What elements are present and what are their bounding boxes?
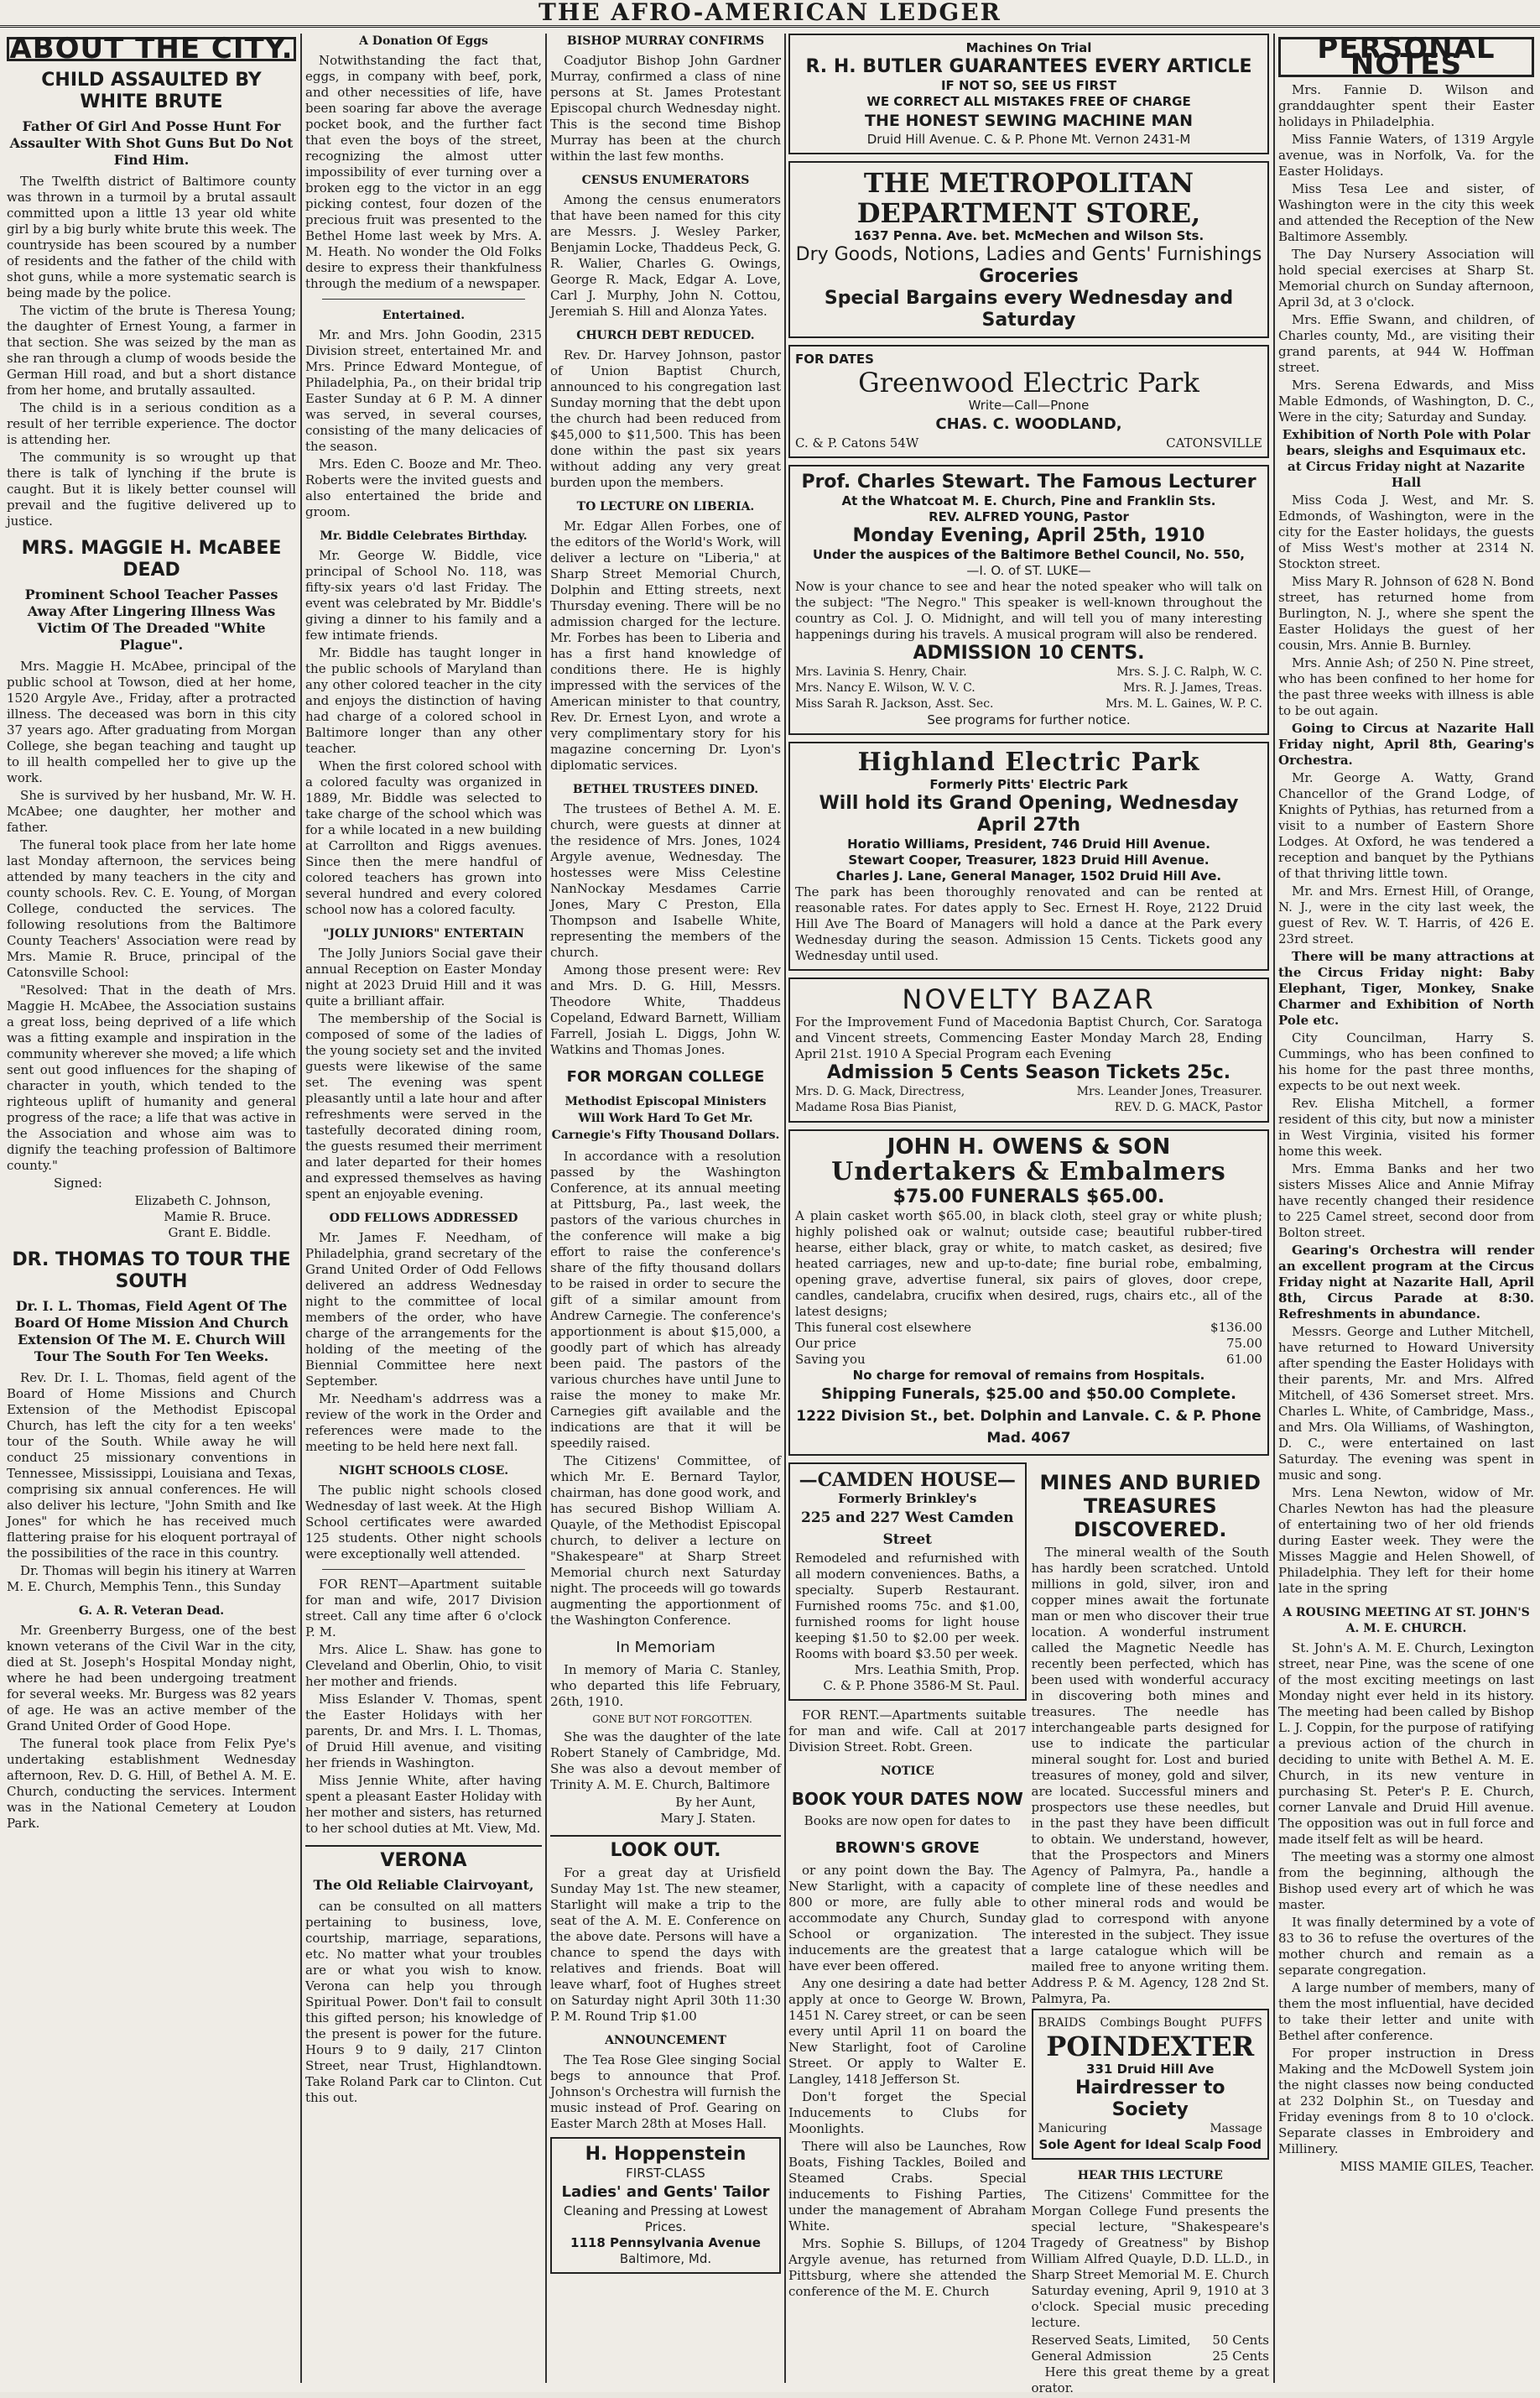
ad-line: Massage [1210,2122,1262,2135]
ad-hoppenstein [550,2137,781,2274]
headline-entertained: Entertained. [382,309,466,322]
paragraph: Miss Jennie White, after having spent a pleasant Easter Holiday with her mother and sisters, has returned to her school duties at Mt. View, Md. [305,1773,542,1836]
ad-stewart-lecture [788,465,1269,735]
subhead-morgan-college: Methodist Episcopal Ministers Will Work Hard To Get Mr. Carnegie's Fifty Thousand Dollars. [551,1095,780,1142]
ad-line: 25 Cents [1212,2348,1269,2364]
paragraph: There will be many attractions at the Circus Friday night: Baby Elephant, Tiger, Monkey, Snake Charmer and Exhibition of North Pole etc. [1278,949,1534,1028]
memoriam-signature [550,1795,781,1827]
ad-line: Write—Call—Pnone [968,398,1090,413]
ad-line: Madame Rosa Bias Pianist, [795,1101,957,1114]
ad-line: Formerly Pitts' Electric Park [929,777,1128,792]
ad-line: Groceries [979,266,1079,287]
divider [322,299,525,300]
ad-row [1038,2015,1263,2031]
paragraph: Mrs. Maggie H. McAbee, principal of the public school at Towson, died at her home, 1520 Argyle Ave., Friday, after a protracted illness. The deceased was born in this city 37 years ago. After graduating from Morgan College, she began teaching and taught up to ill health compelled her to give up the work. [7,659,296,785]
headline-mcabee-dead: MRS. MAGGIE H. McABEE DEAD [21,538,282,581]
paragraph: Mr. Needham's addrress was a review of the work in the Order and references were made to the meeting to be held here next fall. [305,1391,542,1454]
paragraph: Mr. Biddle has taught longer in the public schools of Maryland than any other colored teacher in the city and enjoys the distinction of having had charge of a colored school in Baltimore longer than any other teacher. [305,645,542,756]
headline-census: CENSUS ENUMERATORS [581,174,750,187]
paragraph: Mr. and Mrs. John Goodin, 2315 Division street, entertained Mr. and Mrs. Prince Edward Montegue, of Philadelphia, Pa., on their bridal trip Easter Sunday at 6 P. M. A dinner was served, in several courses, consisting of the many delicacies of the season. [305,327,542,454]
paragraph: The mineral wealth of the South has hardly been scratched. Untold millions in gold, silver, iron and copper mines await the fortunate man or men who discover their true location. A wonderful instrument called the Magnetic Needle has recently been perfected, which has been used with wonderful accuracy in discovering both mines and treasures. The needle has interchangeable parts designed for use to indicate the particular mineral sought for. Lost and buried treasures of money, gold and silver, are located. Successful miners and prospectors use these needles, but in the past they have been difficult to obtain. We understand, however, that the Prospectors and Miners Agency of Palmyra, Pa., handle a complete line of these needles and other mineral rods and would be glad to correspond with anyone interested in the subject. They issue a large catalogue which will be mailed free to anyone writing them. Address P. & M. Agency, 128 2nd St. Palmyra, Pa. [1031,1545,1269,2006]
ad-line: $75.00 FUNERALS $65.00. [892,1186,1165,1207]
signature: By her Aunt, [675,1795,756,1810]
ad-highland-park [788,742,1269,971]
headline-jolly-juniors: "JOLLY JUNIORS" ENTERTAIN [323,927,524,941]
ad-line: 1118 Pennsylvania Avenue [570,2235,761,2250]
ad-line: BRAIDS [1038,2016,1086,2030]
paragraph: "Resolved: That in the death of Mrs. Maggie H. McAbee, the Association sustains a great loss, being deprived of a life which was a fitting example and inspiration in the community wherever she moved; a life which sent out good influences for the shaping of character in youth, which tended to the righteous uplift of humanity and general progress of the race; a life that was active in the Association and whose aim was to dignify the teaching profession of Baltimore county." [7,983,296,1173]
ad-title: NOVELTY BAZAR [902,983,1156,1015]
paragraph: Coadjutor Bishop John Gardner Murray, confirmed a class of nine persons at St. James Protestant Episcopal church Wednesday night. This is the second time Bishop Murray has been at the church within the last few months. [550,53,781,164]
paragraph: The community is so wrought up that there is talk of lynching if the brute is caught. But it is likely better counsel will prevail and the fugitive delivered up to justice. [7,450,296,529]
column-rule [545,34,547,2383]
ad-line: Manicuring [1038,2122,1107,2135]
ad-line: Combings Bought [1100,2016,1207,2030]
ad-line: Admission 5 Cents Season Tickets 25c. [826,1062,1231,1083]
ad-line: Mrs. Leathia Smith, Prop. [854,1662,1020,1677]
ad-row [1038,2121,1263,2137]
paragraph: Gearing's Orchestra will render an excellent program at the Circus Friday night at Nazarite Hall, April 8th, Circus Parade at 8:30. Refreshments in abundance. [1278,1243,1534,1322]
headline-browns-grove: BROWN'S GROVE [835,1839,980,1857]
ad-line: Horatio Williams, President, 746 Druid Hill Avenue. [847,837,1210,852]
ad-row [795,665,1262,680]
paragraph: Rev. Dr. Harvey Johnson, pastor of Union Baptist Church, announced to his congregation last Sunday morning that the debt upon the church had been reduced from $45,000 to $11,500. This has been done within the past six years without adding any very great burden upon the members. [550,347,781,490]
paragraph: For a great day at Urisfield Sunday May 1st. The new steamer, Starlight will make a trip to the seat of the A. M. E. Conference on the above date. Persons will have a chance to spend the days with relatives and friends. Boat will leave wharf, foot of Hughes street on Saturday night April 30th 11:30 P. M. Round Trip $1.00 [550,1865,781,2024]
ad-body: Now is your chance to see and hear the noted speaker who will talk on the subject: "The Negro." This speaker is well-known throughout the country as Col. J. O. Midnight, and will tell you of many interesting happenings during his travels. A musical program will also be rendered. [795,579,1262,642]
headline-bethel-trustees: BETHEL TRUSTEES DINED. [572,783,759,796]
paragraph: The Twelfth district of Baltimore county was thrown in a turmoil by a brutal assault committed upon a little 13 year old white girl by a big burly white brute this week. The countryside has been scoured by a number of residents and the father of the child with shot guns, while a more systematic search is being made by the police. [7,174,296,300]
subhead-child-assaulted: Father Of Girl And Posse Hunt For Assaulter With Shot Guns But Do Not Find Him. [9,118,294,168]
paragraph: The Citizens' Committee, of which Mr. E. Bernard Taylor, chairman, has done good work, and has secured Bishop William A. Quayle, of the Methodist Episcopal church, to deliver a lecture on "Shakespeare" at Sharp Street Memorial church next Saturday night. The proceeds will go towards augmenting the apportionment of the Washington Conference. [550,1453,781,1628]
headline-announcement: ANNOUNCEMENT [605,2034,726,2047]
ad-owens-undertakers [788,1129,1269,1456]
paragraph: The funeral took place from her late home last Monday afternoon, the services being attended by many teachers in the city and county schools. Rev. C. E. Young, of Morgan College, conducted the services. The following resolutions from the Baltimore County Teachers' Association were read by Mrs. Mamie R. Bruce, principal of the Catonsville School: [7,837,296,980]
ads-left-sub [788,1462,1027,2398]
ad-line: Mrs. Nancy E. Wilson, W. V. C. [795,681,976,695]
ad-line: 225 and 227 West Camden Street [801,1509,1014,1548]
ad-row [795,696,1262,712]
paragraph: Here this great theme by a great orator. [1031,2364,1269,2395]
divider [322,1569,525,1570]
column-two [305,34,542,2387]
ad-row [795,435,1262,451]
ad-line: Mrs. D. G. Mack, Directress, [795,1085,965,1098]
paragraph: Mr. James F. Needham, of Philadelphia, grand secretary of the Grand United Order of Odd Fellows delivered an address Wednesday night to the committee of local members of the order, who have charge of the arrangements for the holding of the meeting of the Biennial Committee here next September. [305,1230,542,1389]
ad-line: Sole Agent for Ideal Scalp Food [1038,2137,1262,2152]
ad-line: General Admission [1031,2348,1152,2364]
signed-label: Signed: [54,1176,102,1191]
ad-title: Prof. Charles Stewart. The Famous Lecturer [801,472,1256,493]
paragraph: can be consulted on all matters pertaining to business, love, courtship, marriage, separations, etc. No matter what your troubles are or what you wish to know. Verona can help you through Spiritual Power. Don't fail to consult this gifted person; his knowledge of the present is power for the future. Hours 9 to 9 daily, 217 Clinton Street, near Trust, Highlandtown. Take Roland Park car to Clinton. Cut this out. [305,1899,542,2105]
headline-donation-of-eggs: A Donation Of Eggs [359,34,488,48]
price-row [1032,2348,1270,2364]
ad-line: Mrs. S. J. C. Ralph, W. C. [1116,665,1262,679]
ad-line: Under the auspices of the Baltimore Bethel Council, No. 550, [812,547,1246,562]
paragraph: Among those present were: Rev and Mrs. D. G. Hill, Messrs. Theodore White, Thaddeus Copeland, Edward Barnett, William Farrell, Josiah L. Diggs, John W. Watkins and Thomas Jones. [550,962,781,1057]
ad-line: Druid Hill Avenue. C. & P. Phone Mt. Vernon 2431-M [866,132,1191,147]
paragraph: Among the census enumerators that have been named for this city are Messrs. J. Wesley Parker, Benjamin Locke, Thaddeus Peck, G. R. Walier, Charles G. Owings, George R. Mack, Edgar A. Love, Carl J. Murphy, John N. Cottou, Jeremiah S. Hill and Alonza Yates. [550,192,781,319]
paragraph: It was finally determined by a vote of 83 to 36 to refuse the overtures of the mother church and remain as a separate congregation. [1278,1915,1534,1978]
ad-title: —CAMDEN HOUSE— [799,1469,1016,1491]
paragraph: Going to Circus at Nazarite Hall Friday night, April 8th, Gearing's Orchestra. [1278,721,1534,768]
ads-right-sub [1032,1462,1270,2398]
signature: Mamie R. Bruce. [164,1209,271,1224]
ad-novelty-bazar [788,977,1269,1123]
paragraph: Mrs. Effie Swann, and children, of Charles county, Md., are visiting their grand parents, at 944 W. Hoffman street. [1278,312,1534,375]
paragraph: Mrs. Eden C. Booze and Mr. Theo. Roberts were the invited guests and also entertained the bride and groom. [305,456,542,519]
headline-gar-veteran: G. A. R. Veteran Dead. [78,1604,225,1618]
paragraph: City Councilman, Harry S. Cummings, who has been confined to his home for the past three months, expects to be out next week. [1278,1030,1534,1093]
column-about-the-city [7,34,296,2387]
ad-line: FIRST-CLASS [626,2166,705,2181]
ad-line: At the Whatcoat M. E. Church, Pine and Franklin Sts. [841,493,1216,508]
paragraph: In accordance with a resolution passed by the Washington Conference, at its annual meeting at Pittsburg, Pa., last week, the pastors of the various churches in the conference will make a big effort to raise the conference's share of the fifty thousand dollars to be raised in order to secure the gift of a similar amount from Andrew Carnegie. The conference's apportionment is about $15,000, a goodly part of which has already been paid. The pastors of the various churches have until June to raise the money to make Mr. Carnegies gift available and the indications are that it will be speedily raised. [550,1149,781,1451]
paragraph: A large number of members, many of them the most influential, have decided to take their letter and unite with Bethel after conference. [1278,1980,1534,2043]
headline-biddle-birthday: Mr. Biddle Celebrates Birthday. [320,529,528,543]
paragraph: Mrs. Alice L. Shaw. has gone to Cleveland and Oberlin, Ohio, to visit her mother and friends. [305,1642,542,1689]
ad-line: REV. ALFRED YOUNG, Pastor [929,509,1129,524]
paragraph: Miss Tesa Lee and sister, of Washington were in the city this week and attended the Reception of the New Baltimore Assembly. [1278,181,1534,244]
paragraph: MISS MAMIE GILES, Teacher. [1340,2159,1534,2174]
column-personal-notes [1278,34,1534,2387]
paragraph: Don't forget the Special Inducements to Clubs for Moonlights. [788,2089,1027,2136]
paragraph: Notwithstanding the fact that, eggs, in company with beef, pork, and other necessities of life, have been soaring far above the average pocket book, and the further fact that even the boys of the street, recognizing the almost utter impossibility of ever turning over a broken egg to the victor in an egg picking contest, four dozen of the precious fruit was presented to the Bethel Home last week by Mrs. A. M. Heath. No wonder the Old Folks desire to express their thankfulness through the medium of a newspaper. [305,53,542,291]
ad-line: Charles J. Lane, General Manager, 1502 Druid Hill Ave. [835,868,1222,884]
notice-line: Books are now open for dates to [804,1813,1011,1828]
ad-line: 1222 Division St., bet. Dolphin and Lanvale. C. & P. Phone Mad. 4067 [796,1408,1262,1447]
ad-line: IF NOT SO, SEE US FIRST [940,78,1117,93]
paragraph: The Citizens' Committee for the Morgan College Fund presents the special lecture, "Shakespeare's Tragedy of Greatness" by Bishop William Alfred Quayle, D.D. LL.D., in Sharp Street Memorial M. E. Church Saturday evening, April 9, 1910 at 3 o'clock. Special music preceding lecture. [1031,2187,1269,2330]
paragraph: Mrs. Sophie S. Billups, of 1204 Argyle avenue, has returned from Pittsburg, where she attended the conference of the M. E. Church [788,2236,1027,2299]
headline-notice: NOTICE [880,1765,934,1778]
subhead-verona: The Old Reliable Clairvoyant, [313,1877,534,1893]
paragraph: Mrs. Lena Newton, widow of Mr. Charles Newton has had the pleasure of entertaining two of her old friends during Easter week. They were the Misses Maggie and Helen Showell, of Philadelphia. They left for their home late in the spring [1278,1485,1534,1596]
signature: Elizabeth C. Johnson, [134,1193,271,1208]
ad-greenwood [788,345,1269,458]
paragraph: Mr. Edgar Allen Forbes, one of the editors of the World's Work, will deliver a lecture on "Liberia," at Sharp Street Memorial Church, Dolphin and Etting streets, next Thursday evening. There will be no admission charged for the lecture. Mr. Forbes has been to Liberia and has a first hand knowledge of conditions there. He is highly impressed with the services of the American minister to that country, Rev. Dr. Ernest Lyon, and wrote a very complimentary story for his magazine concerning Dr. Lyon's diplomatic services. [550,519,781,773]
paragraph: Any one desiring a date had better apply at once to George W. Brown, 1451 N. Carey street, or can be seen every until April 11 on board the New Starlight, foot of Caroline Street. Or apply to Walter E. Langley, 1418 Jefferson St. [788,1976,1027,2087]
ad-line: Baltimore, Md. [619,2251,712,2266]
ad-line: THE HONEST SEWING MACHINE MAN [865,112,1193,130]
ad-row [795,680,1262,696]
paragraph: She is survived by her husband, Mr. W. H. McAbee; one daughter, her mother and father. [7,788,296,835]
paragraph: The child is in a serious condition as a result of her terrible experience. The doctor is attending her. [7,400,296,447]
ad-line: Reserved Seats, Limited, [1031,2333,1191,2348]
paragraph: The Jolly Juniors Social gave their annual Reception on Easter Monday night at 2023 Druid Hill and it was quite a brilliant affair. [305,946,542,1009]
ad-line: 61.00 [1226,1352,1262,1367]
paragraph: When the first colored school with a colored faculty was organized in 1889, Mr. Biddle was selected to take charge of the school which was for a while located in a new building at Carrollton and Riggs avenues. Since then the mere handful of colored teachers has grown into several hundred and every colored school now has a colored faculty. [305,758,542,917]
paragraph: The Day Nursery Association will hold special exercises at Sharp St. Memorial church on Sunday afternoon, April 3d, at 3 o'clock. [1278,247,1534,310]
ad-body: The park has been thoroughly renovated and can be rented at reasonable rates. For dates apply to Sec. Ernest H. Roye, 2122 Druid Hill Ave The Board of Managers will hold a dance at the Park every Wednesday during the season. Admission 15 Cents. Tickets good any Wednesday until used. [795,884,1262,963]
ad-line: See programs for further notice. [927,712,1131,727]
headline-odd-fellows: ODD FELLOWS ADDRESSED [329,1212,518,1225]
ad-line: Mrs. M. L. Gaines, W. P. C. [1106,697,1262,711]
headline-morgan-college: FOR MORGAN COLLEGE [566,1068,765,1086]
signature: Grant E. Biddle. [168,1225,271,1240]
ad-line: WE CORRECT ALL MISTAKES FREE OF CHARGE [866,94,1191,109]
paragraph: She was the daughter of the late Robert Stanely of Cambridge, Md. She was also a devout member of Trinity A. M. E. Church, Baltimore [550,1729,781,1792]
paragraph: The victim of the brute is Theresa Young; the daughter of Ernest Young, a farmer in that section. She was seized by the man as she ran through a clump of woods beside the German Hill road, and but a short distance from her home, and brutally assaulted. [7,303,296,398]
column-rule [300,34,302,2383]
ad-line: 50 Cents [1212,2333,1269,2348]
headline-hear-lecture: HEAR THIS LECTURE [1077,2169,1223,2182]
ad-line: $136.00 [1210,1320,1262,1335]
headline-church-debt: CHURCH DEBT REDUCED. [576,329,755,342]
paragraph: Mr. George W. Biddle, vice principal of School No. 118, was fifty-six years o'd last Friday. The event was celebrated by Mr. Biddle's giving a dinner to his family and a few intimate friends. [305,548,542,643]
ad-line: CATONSVILLE [1166,435,1262,451]
subhead-mcabee: Prominent School Teacher Passes Away After Lingering Illness Was Victim Of The Dreaded "White Plague". [24,586,278,653]
ad-line: Machines On Trial [965,40,1092,55]
price-row [1032,2333,1270,2348]
ad-line: Cleaning and Pressing at Lowest Prices. [563,2203,768,2234]
ad-line: Formerly Brinkley's [838,1491,977,1506]
paragraph: The trustees of Bethel A. M. E. church, were guests at dinner at the residence of Mrs. Jones, 1024 Argyle avenue, Wednesday. The hostesses were Miss Celestine NanNockay Mesdames Carrie Jones, Mary C Preston, Ella Thompson and Isabelle White, representing the members of the church. [550,801,781,960]
ad-line: Ladies' and Gents' Tailor [561,2183,770,2201]
paragraph: Rev. Elisha Mitchell, a former resident of this city, but now a minister in West Virginia, visited his former home this week. [1278,1096,1534,1159]
headline-child-assaulted: CHILD ASSAULTED BY WHITE BRUTE [41,70,262,112]
ad-metropolitan [788,161,1269,338]
paragraph: Mr. George A. Watty, Grand Chancellor of the Grand Lodge, of Knights of Pythias, has returned from a visit to a number of Eastern Shore Lodges. At Oxford, he was tendered a reception and banquet by the Pythians of that thriving little town. [1278,770,1534,881]
ad-line: Stewart Cooper, Treasurer, 1823 Druid Hill Avenue. [848,852,1210,868]
section-header-about-the-city: ABOUT THE CITY. [7,37,296,61]
paragraph: The funeral took place from Felix Pye's undertaking establishment Wednesday afternoon, Rev. D. G. Hill, of Bethel A. M. E. Church, conducting the services. Interment was in the National Cemetery at Loudon Park. [7,1736,296,1831]
paragraph: Miss Eslander V. Thomas, spent the Easter Holidays with her parents, Dr. and Mrs. I. L. Thomas, of Druid Hill avenue, and visiting her friends in Washington. [305,1692,542,1770]
paragraph: or any point down the Bay. The New Starlight, with a capacity of 800 or more, are fully able to accommodate any Church, Sunday School or organization. The inducements are the greatest that have ever been offered. [788,1863,1027,1973]
ad-line: Hairdresser to Society [1075,2077,1225,2120]
column-rule [1273,34,1275,2383]
paragraph: St. John's A. M. E. Church, Lexington street, near Pine, was the scene of one of the most exciting meetings on last Monday night ever held in its history. The meeting had been called by Bishop L. J. Coppin, for the purpose of ratifying a previous action of the church in deciding to unite with Bethel A. M. E. Church, in its new venture in purchasing St. Peter's P. E. Church, corner Lanvale and Druid Hill avenue. The opposition was out in full force and made itself felt as will be heard. [1278,1640,1534,1847]
paragraph: Exhibition of North Pole with Polar bears, sleighs and Esquimaux etc. at Circus Friday night at Nazarite Hall [1282,427,1531,490]
ad-line: C. & P. Phone 3586-M St. Paul. [823,1678,1020,1693]
ad-line: 75.00 [1226,1336,1262,1351]
paragraph: Dr. Thomas will begin his itinery at Warren M. E. Church, Memphis Tenn., this Sunday [7,1563,296,1594]
ads-column [788,34,1269,2395]
section-header-personal-notes: PERSONAL NOTES [1278,37,1534,77]
ad-body: A plain casket worth $65.00, in black cloth, steel gray or white plush; highly polished oak or walnut; outside case; beautiful rubber-tired hearse, either black, gray or white, to match casket, as desired; five heated carriages, new and up-to-date; fine burial robe, embalming, opening grave, advertise funeral, six pairs of gloves, door crepe, candles, candelabra, crucifix when desired, rugs, chairs etc., all of the latest designs; [795,1208,1262,1319]
price-row [795,1352,1262,1368]
paragraph: The public night schools closed Wednesday of last week. At the High School certificates were awarded 125 students. Other night schools were exceptionally well attended. [305,1483,542,1561]
paragraph: GONE BUT NOT FORGOTTEN. [592,1713,752,1725]
paragraph: Mrs. Fannie D. Wilson and granddaughter spent their Easter holidays in Philadelphia. [1278,82,1534,129]
paragraph: For proper instruction in Dress Making and the McDowell System join the night classes now being conducted at 232 Dolphin St., on Tuesday and Friday evenings from 8 to 10 o'clock. Separate classes in Embroidery and Millinery. [1278,2046,1534,2156]
subhead-dr-thomas: Dr. I. L. Thomas, Field Agent Of The Board Of Home Mission And Church Extension Of The M. E. Church Will Tour The South For Ten Weeks. [14,1298,289,1364]
headline-liberia: TO LECTURE ON LIBERIA. [576,500,755,513]
ad-line: Mrs. Leander Jones, Treasurer. [1076,1085,1262,1098]
paragraph: Miss Coda J. West, and Mr. S. Edmonds, of Washington, were in the city for the Easter holidays, the guests of Miss West's mother at 2314 N. Stockton street. [1278,493,1534,571]
ad-poindexter [1032,2009,1270,2160]
paragraph: FOR RENT.—Apartments suitable for man and wife. Call at 2017 Division Street. Robt. Green. [788,1707,1027,1754]
ad-line: This funeral cost elsewhere [795,1320,971,1335]
paragraph: The Tea Rose Glee singing Social begs to announce that Prof. Johnson's Orchestra will furnish the music instead of Prof. Gearing on Easter March 28th at Moses Hall. [550,2052,781,2131]
ad-line: Our price [795,1336,856,1351]
column-three [550,34,781,2387]
ad-line: No charge for removal of remains from Hospitals. [852,1368,1205,1383]
ad-camden-house [788,1462,1027,1701]
ad-line: Special Bargains every Wednesday and Saturday [824,288,1234,331]
ad-line: C. & P. Catons 54W [795,435,919,451]
ad-row [795,1100,1262,1116]
headline-book-your-dates: BOOK YOUR DATES NOW [791,1789,1023,1809]
ad-line: Monday Evening, April 25th, 1910 [852,525,1205,546]
ad-line: CHAS. C. WOODLAND, [935,415,1122,433]
headline-verona: VERONA [305,1845,542,1872]
ad-title: R. H. BUTLER GUARANTEES EVERY ARTICLE [805,56,1252,77]
paragraph: Mrs. Annie Ash; of 250 N. Pine street, who has been confined to her home for the past three weeks with illness is able to be out again. [1278,655,1534,718]
paragraph: Miss Mary R. Johnson of 628 N. Bond street, has returned home from Burlington, N. J., where she spent the Easter Holidays the guest of her cousin, Mrs. Annie B. Burnley. [1278,574,1534,653]
headline-night-schools: NIGHT SCHOOLS CLOSE. [338,1464,509,1478]
paragraph: There will also be Launches, Row Boats, Fishing Tackles, Boiled and Steamed Crabs. Special inducements to Fishing Parties, under the management of Abraham White. [788,2139,1027,2234]
ad-title: JOHN H. OWENS & SON [887,1134,1171,1160]
paragraph: In memory of Maria C. Stanley, who departed this life February, 26th, 1910. [550,1662,781,1709]
paragraph: The meeting was a stormy one almost from the beginning, although the Bishop used every art of which he was master. [1278,1849,1534,1912]
headline-mines: MINES AND BURIED TREASURES DISCOVERED. [1039,1471,1261,1541]
price-row [795,1336,1262,1352]
paragraph: Mr. and Mrs. Ernest Hill, of Orange, N. J., were in the city last week, the guest of Rev. W. T. Harris, of 426 E. 23rd street. [1278,884,1534,946]
headline-dr-thomas: DR. THOMAS TO TOUR THE SOUTH [12,1249,291,1292]
price-row [795,1320,1262,1336]
paragraph: Mrs. Emma Banks and her two sisters Misses Alice and Annie Mifray have recently changed their residence to 225 Camel street, second door from Bolton street. [1278,1161,1534,1240]
ad-body: Remodeled and refurnished with all modern conveniences. Baths, a specialty. Superb Restaurant. Furnished rooms 75c. and $1.00, furnished rooms for light house keeping $1.50 to $2.00 per week. Rooms with board $3.50 per week. [795,1551,1020,1661]
paragraph: Rev. Dr. I. L. Thomas, field agent of the Board of Home Missions and Church Extension of the Methodist Episcopal Church, has left the city for a ten weeks' tour of the South. While away he will conduct 25 missionary conventions in Tennessee, Mississippi, Louisiana and Texas, comprising six annual conferences. He will also deliver his lecture, "John Smith and Ike Jones" for which he has received much flattering praise for his eloquent portrayal of the possibilities of the race in this country. [7,1370,296,1561]
paragraph: The membership of the Social is composed of some of the ladies of the young society set and the invited guests were likewise of the same set. The evening was spent pleasantly until a late hour and after refreshments were served in the tastefully decorated dining room, the guests resumed their merriment and later departed for their homes and expressed themselves as having spent an enjoyable evening. [305,1011,542,1202]
ad-line: 331 Druid Hill Ave [1086,2062,1215,2077]
paragraph: Mr. Greenberry Burgess, one of the best known veterans of the Civil War in the city, died at St. Joseph's Hospital Monday night, where he had been undergoing treatment for several weeks. Mr. Burgess was 82 years of age. He was an active member of the Grand United Order of Good Hope. [7,1623,296,1733]
ad-body: For the Improvement Fund of Macedonia Baptist Church, Cor. Saratoga and Vincent streets, Commencing Easter Monday March 28, Ending April 21st. 1910 A Special Program each Evening [795,1014,1262,1061]
headline-bishop-murray: BISHOP MURRAY CONFIRMS [566,34,765,48]
headline-in-memoriam: In Memoriam [616,1639,715,1656]
ad-butler [788,34,1269,154]
headline-st-johns: A ROUSING MEETING AT ST. JOHN'S A. M. E. CHURCH. [1282,1606,1530,1635]
ad-line: FOR DATES [795,352,874,367]
ad-title: Highland Electric Park [857,748,1200,777]
ad-line: 1637 Penna. Ave. bet. McMechen and Wilson Sts. [853,228,1204,243]
ad-title: H. Hoppenstein [585,2144,747,2165]
headline-look-out: LOOK OUT. [550,1835,781,1862]
paragraph: Messrs. George and Luther Mitchell, have returned to Howard University after spending the Easter Holidays with their parents, Mr. and Mrs. Alfred Mitchell, of 436 Somerset street. Mrs. Charles L. White, of Cambridge, Mass., and Mrs. Ola Williams, of Washington, D. C., were entertained on last Saturday. The evening was spent in music and song. [1278,1324,1534,1483]
ad-title: Greenwood Electric Park [858,367,1199,399]
ad-line: Undertakers & Embalmers [831,1157,1226,1186]
signatures [7,1193,296,1241]
paragraph: Mrs. Serena Edwards, and Miss Mable Edmonds, of Washington, D. C., Were in the city; Saturday and Sunday. [1278,378,1534,425]
ad-line: Saving you [795,1352,866,1367]
ad-title: THE METROPOLITAN DEPARTMENT STORE, [856,167,1201,229]
ads-two-column-area [788,1462,1269,2398]
paragraph: Miss Fannie Waters, of 1319 Argyle avenue, was in Norfolk, Va. for the Easter Holidays. [1278,132,1534,179]
column-rule [784,34,786,2383]
ad-line: PUFFS [1220,2016,1262,2030]
ad-line: —I. O. of ST. LUKE— [966,563,1091,578]
ad-line: Mrs. R. J. James, Treas. [1123,681,1262,695]
ad-line: Will hold its Grand Opening, Wednesday April 27th [819,793,1239,836]
masthead: THE AFRO-AMERICAN LEDGER [0,0,1540,28]
ad-line: Dry Goods, Notions, Ladies and Gents' Furnishings [795,244,1262,265]
ad-line: REV. D. G. MACK, Pastor [1114,1101,1262,1114]
ad-line: Shipping Funerals, $25.00 and $50.00 Complete. [821,1385,1236,1403]
paragraph: FOR RENT—Apartment suitable for man and wife, 2017 Division street. Call any time after 6 o'clock P. M. [305,1577,542,1640]
ad-line: Miss Sarah R. Jackson, Asst. Sec. [795,697,994,711]
ad-line: ADMISSION 10 CENTS. [913,643,1145,664]
ad-line: Mrs. Lavinia S. Henry, Chair. [795,665,967,679]
ad-row [795,1084,1262,1100]
signature: Mary J. Staten. [660,1811,756,1826]
ad-title: POINDEXTER [1046,2030,1255,2062]
